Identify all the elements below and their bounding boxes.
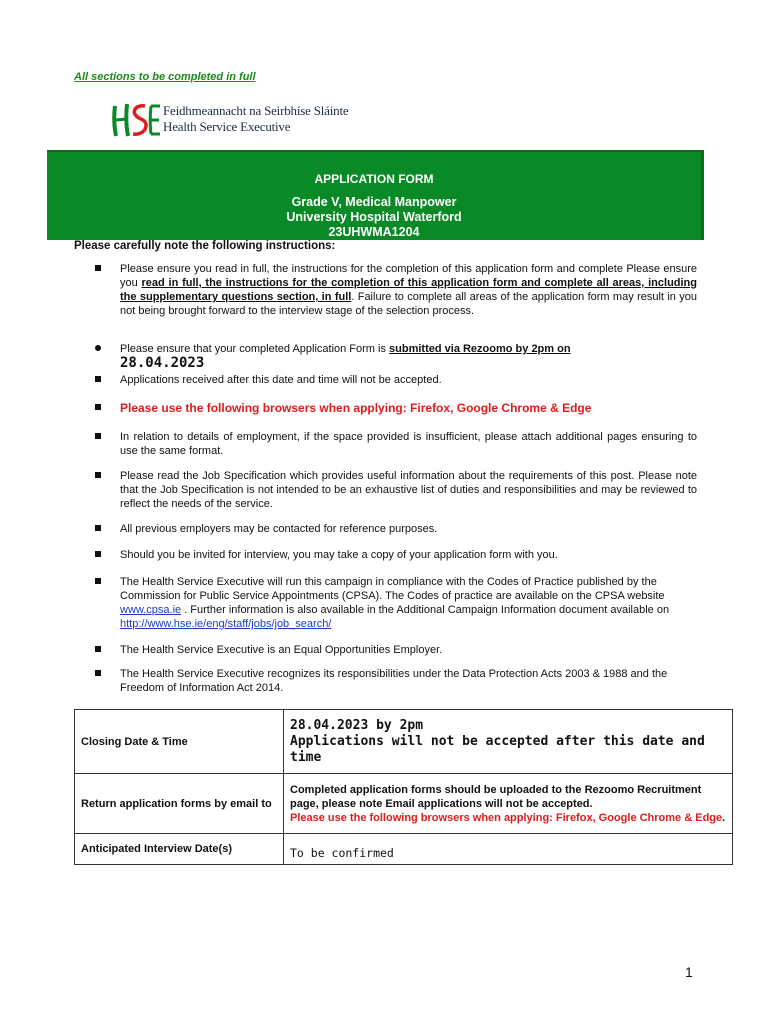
list-item: [95, 373, 697, 387]
org-name-english: Health Service Executive: [163, 119, 291, 134]
period: .: [722, 811, 726, 824]
page-number: 1: [685, 964, 693, 980]
position-title: Grade V, Medical Manpower: [291, 195, 457, 209]
bullet-icon: [95, 433, 101, 439]
interview-date-value: To be confirmed: [290, 846, 394, 860]
hse-logo-icon: [111, 100, 161, 140]
instruction-text: Please ensure that your completed Application Form is: [120, 343, 390, 355]
list-item: [95, 430, 697, 458]
instructions-intro: Please carefully note the following instructions:: [74, 240, 336, 252]
bullet-icon: [95, 472, 101, 478]
bullet-icon: [95, 551, 101, 557]
list-item: [95, 575, 697, 631]
hse-jobs-link[interactable]: http://www.hse.ie/eng/staff/jobs/job_search/: [120, 618, 332, 630]
instruction-text: The Health Service Executive recognizes its responsibilities under the Data Protection Acts 2003 & 1988 and the Freedom of Information Act 2014.: [120, 668, 668, 694]
closing-date-note: Applications will not be accepted after this date and time: [290, 733, 705, 765]
list-item: [95, 342, 697, 371]
table-row: [75, 834, 733, 865]
list-item: [95, 469, 697, 511]
list-item: [95, 262, 697, 318]
bullet-icon: [95, 525, 101, 531]
return-forms-cell: [284, 774, 733, 834]
bullet-icon: [95, 265, 101, 271]
browser-notice: Please use the following browsers when applying: Firefox, Google Chrome & Edge: [120, 401, 592, 415]
cpsa-link[interactable]: www.cpsa.ie: [120, 604, 182, 616]
bullet-icon: [95, 646, 101, 652]
table-row: [75, 774, 733, 834]
closing-date-value: 28.04.2023 by 2pm: [290, 717, 424, 733]
instruction-text: The Health Service Executive is an Equal Opportunities Employer.: [120, 644, 443, 656]
return-forms-text: Completed application forms should be uploaded to the Rezoomo Recruitment page, please note Email applications will not be accepted.: [290, 783, 702, 810]
instruction-text: Should you be invited for interview, you may take a copy of your application form with you.: [120, 549, 558, 561]
instruction-text: In relation to details of employment, if the space provided is insufficient, please attach additional pages ensuring to use the same format.: [120, 431, 697, 457]
deadline-date: 28.04.2023: [120, 355, 205, 371]
instruction-text: Applications received after this date and time will not be accepted.: [120, 374, 442, 386]
title-banner: [47, 150, 704, 240]
instruction-text: Please read the Job Specification which provides useful information about the requirements of this post. Please note that the Job Specification is not intended to be an exhaustive list of duties and responsibilities and may be reviewed to reflect the needs of the service.: [120, 470, 697, 510]
interview-date-cell: [284, 834, 733, 865]
browser-notice-table: Please use the following browsers when applying: Firefox, Google Chrome & Edge: [290, 811, 723, 824]
closing-date-label: Closing Date & Time: [75, 710, 284, 774]
list-item: [95, 548, 697, 562]
interview-date-label: Anticipated Interview Date(s): [75, 834, 284, 865]
bullet-icon: [95, 376, 101, 382]
instruction-text: . Further information is also available in the Additional Campaign Information document available on: [181, 604, 670, 616]
org-name-irish: Feidhmeannacht na Seirbhíse Sláinte: [163, 103, 349, 118]
instruction-text: All previous employers may be contacted for reference purposes.: [120, 523, 438, 535]
form-title: APPLICATION FORM: [314, 172, 434, 186]
list-item: [95, 401, 697, 415]
bullet-icon: [95, 578, 101, 584]
top-note: All sections to be completed in full: [74, 71, 256, 83]
location: University Hospital Waterford: [286, 210, 462, 224]
return-forms-label: Return application forms by email to: [75, 774, 284, 834]
bullet-icon: [95, 670, 101, 676]
instruction-text: The Health Service Executive will run this campaign in compliance with the Codes of Practice published by the Commission for Public Service Appointments (CPSA). The Codes of practice are available on the CPSA website: [120, 576, 665, 602]
details-table: [74, 709, 733, 865]
instruction-emphasis: read in full, the instructions for the completion of this application form and complete all areas, including the supplementary questions section, in full: [120, 277, 697, 303]
instruction-text: Please ensure you read in full, the instructions for the completion of this application form and complete Please ensure you: [120, 263, 697, 289]
list-item: [95, 667, 697, 695]
hse-logo: [111, 100, 351, 140]
list-item: [95, 643, 697, 657]
instruction-text: . Failure to complete all areas of the application form may result in you not being brought forward to the interview stage of the selection process.: [120, 291, 697, 317]
bullet-icon: [95, 345, 101, 351]
list-item: [95, 522, 697, 536]
bullet-icon: [95, 404, 101, 410]
reference-code: 23UHWMA1204: [328, 225, 420, 239]
table-row: [75, 710, 733, 774]
instruction-emphasis: submitted via Rezoomo by 2pm on: [389, 343, 571, 355]
closing-date-cell: [284, 710, 733, 774]
